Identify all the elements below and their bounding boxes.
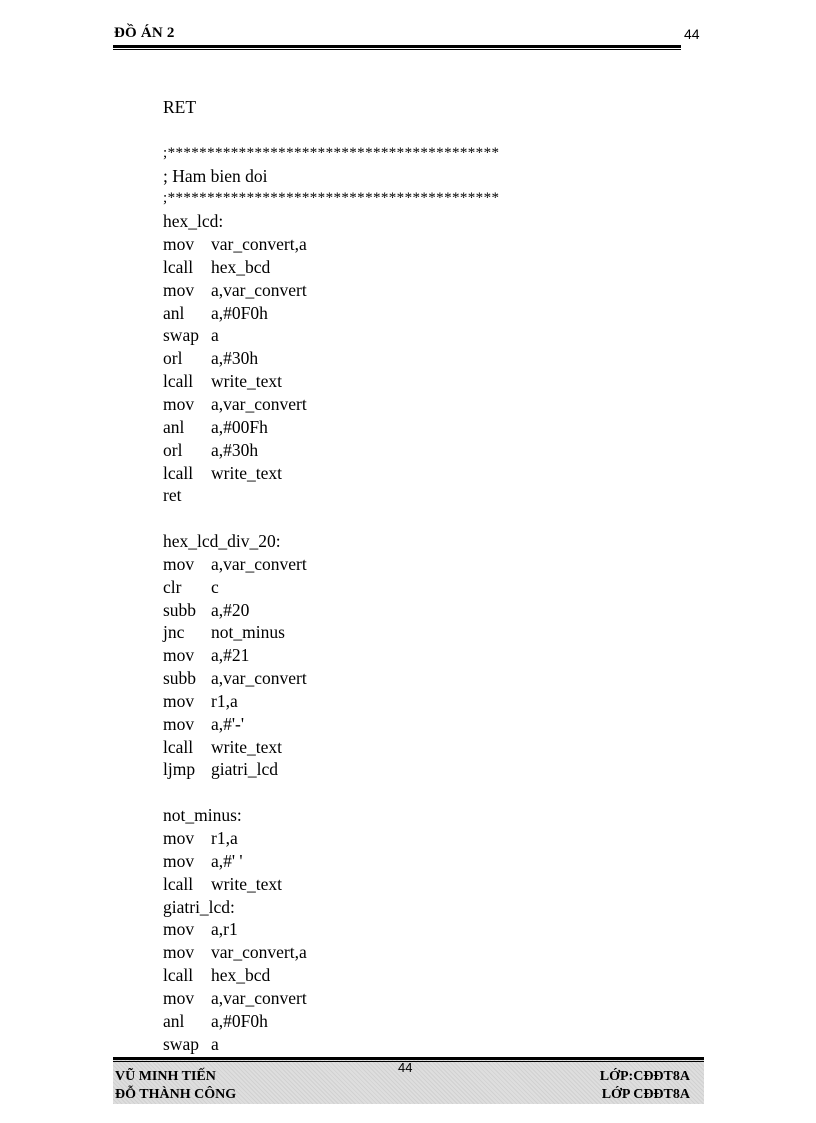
code-line [163, 667, 499, 690]
code-opcode: mov [163, 713, 195, 734]
header-page-number: 44 [684, 26, 700, 42]
code-operand: var_convert,a [211, 234, 307, 255]
code-opcode: jnc [163, 622, 185, 643]
code-operand: write_text [211, 371, 282, 392]
code-line [163, 690, 499, 713]
code-opcode: ;****************************************** [163, 144, 500, 161]
document-title: ĐỒ ÁN 2 [114, 25, 175, 41]
code-opcode: swap [163, 1033, 199, 1054]
code-opcode: mov [163, 393, 195, 414]
code-opcode: lcall [163, 965, 194, 986]
code-line [163, 1010, 499, 1033]
code-operand: a,#21 [211, 645, 250, 666]
code-opcode: lcall [163, 873, 194, 894]
code-line [163, 187, 499, 210]
code-line [163, 964, 499, 987]
code-line [163, 210, 499, 233]
code-line [163, 941, 499, 964]
code-line [163, 621, 499, 644]
code-opcode: subb [163, 599, 197, 620]
code-line [163, 256, 499, 279]
code-operand: hex_bcd [211, 965, 271, 986]
code-operand: r1,a [211, 690, 238, 711]
code-opcode: mov [163, 942, 195, 963]
code-operand: giatri_lcd [211, 759, 279, 780]
code-operand: a,var_convert [211, 279, 307, 300]
code-operand: write_text [211, 736, 282, 757]
code-line [163, 165, 499, 188]
code-opcode: RET [163, 97, 197, 117]
code-line [163, 918, 499, 941]
code-opcode: lcall [163, 371, 194, 392]
code-opcode: mov [163, 987, 195, 1008]
code-opcode: anl [163, 1010, 185, 1031]
code-opcode: mov [163, 645, 195, 666]
code-operand: a,#30h [211, 348, 259, 369]
code-opcode: lcall [163, 256, 194, 277]
code-line [163, 439, 499, 462]
code-operand: a,#' ' [211, 850, 243, 871]
code-operand: a,var_convert [211, 553, 307, 574]
code-line [163, 850, 499, 873]
code-operand: a,#0F0h [211, 1010, 268, 1031]
code-operand: not_minus [211, 622, 285, 643]
code-opcode: clr [163, 576, 182, 597]
code-opcode: not_minus: [163, 805, 242, 826]
code-opcode: hex_lcd: [163, 211, 224, 232]
code-opcode: lcall [163, 736, 194, 757]
code-operand: write_text [211, 873, 282, 894]
code-opcode: lcall [163, 462, 194, 483]
footer-author-1: VŨ MINH TIẾN [115, 1069, 216, 1084]
code-line [163, 599, 499, 622]
code-opcode: giatri_lcd: [163, 896, 235, 917]
code-opcode: ; Ham bien doi [163, 165, 268, 186]
code-operand: a,r1 [211, 919, 238, 940]
code-opcode: mov [163, 850, 195, 871]
code-line [163, 370, 499, 393]
code-line [163, 484, 499, 507]
code-line [163, 96, 499, 119]
code-line [163, 279, 499, 302]
code-line [163, 781, 499, 804]
code-operand: a,#30h [211, 439, 259, 460]
code-line [163, 827, 499, 850]
code-opcode: subb [163, 668, 197, 689]
code-line [163, 530, 499, 553]
code-line [163, 804, 499, 827]
code-line [163, 644, 499, 667]
assembly-code-listing [163, 96, 499, 1055]
code-operand: a,#'-' [211, 713, 245, 734]
code-line [163, 987, 499, 1010]
code-operand: r1,a [211, 828, 238, 848]
code-operand: hex_bcd [211, 256, 271, 277]
code-line [163, 393, 499, 416]
footer-page-number: 44 [398, 1060, 413, 1075]
code-line [163, 736, 499, 759]
code-opcode: mov [163, 553, 195, 574]
code-operand: a,var_convert [211, 393, 307, 414]
code-opcode: ljmp [163, 759, 196, 780]
code-line [163, 302, 499, 325]
code-line [163, 462, 499, 485]
code-opcode: ret [163, 485, 182, 506]
code-operand: a,#20 [211, 599, 250, 620]
header-rule-thin [113, 49, 681, 50]
code-opcode: mov [163, 690, 195, 711]
code-line [163, 1033, 499, 1056]
code-opcode: mov [163, 234, 195, 255]
code-opcode: orl [163, 439, 183, 460]
code-line [163, 507, 499, 530]
code-operand: write_text [211, 462, 282, 483]
code-line [163, 416, 499, 439]
code-operand: a [211, 325, 219, 346]
code-operand: a [211, 1033, 219, 1054]
code-line [163, 119, 499, 142]
code-operand: a,var_convert [211, 987, 307, 1008]
code-opcode: mov [163, 828, 195, 848]
code-operand: var_convert,a [211, 942, 307, 963]
code-line [163, 896, 499, 919]
code-opcode: mov [163, 919, 195, 940]
code-line [163, 576, 499, 599]
code-line [163, 553, 499, 576]
code-line [163, 347, 499, 370]
code-opcode: mov [163, 279, 195, 300]
code-line [163, 233, 499, 256]
footer-class-1: LỚP:CĐĐT8A [599, 1069, 690, 1084]
code-operand: c [211, 576, 219, 597]
code-operand: a,#0F0h [211, 302, 268, 323]
footer-author-2: ĐỖ THÀNH CÔNG [115, 1087, 237, 1102]
code-operand: a,var_convert [211, 668, 307, 689]
code-line [163, 873, 499, 896]
footer-class-2: LỚP CĐĐT8A [601, 1087, 690, 1102]
header-rule-thick [113, 45, 681, 48]
code-opcode: ;****************************************** [163, 190, 500, 207]
code-line [163, 142, 499, 165]
code-opcode: anl [163, 302, 185, 323]
code-line [163, 324, 499, 347]
code-operand: a,#00Fh [211, 416, 268, 437]
code-opcode: orl [163, 348, 183, 369]
code-line [163, 713, 499, 736]
code-line [163, 758, 499, 781]
code-opcode: anl [163, 416, 185, 437]
code-opcode: swap [163, 325, 199, 346]
code-opcode: hex_lcd_div_20: [163, 531, 281, 552]
